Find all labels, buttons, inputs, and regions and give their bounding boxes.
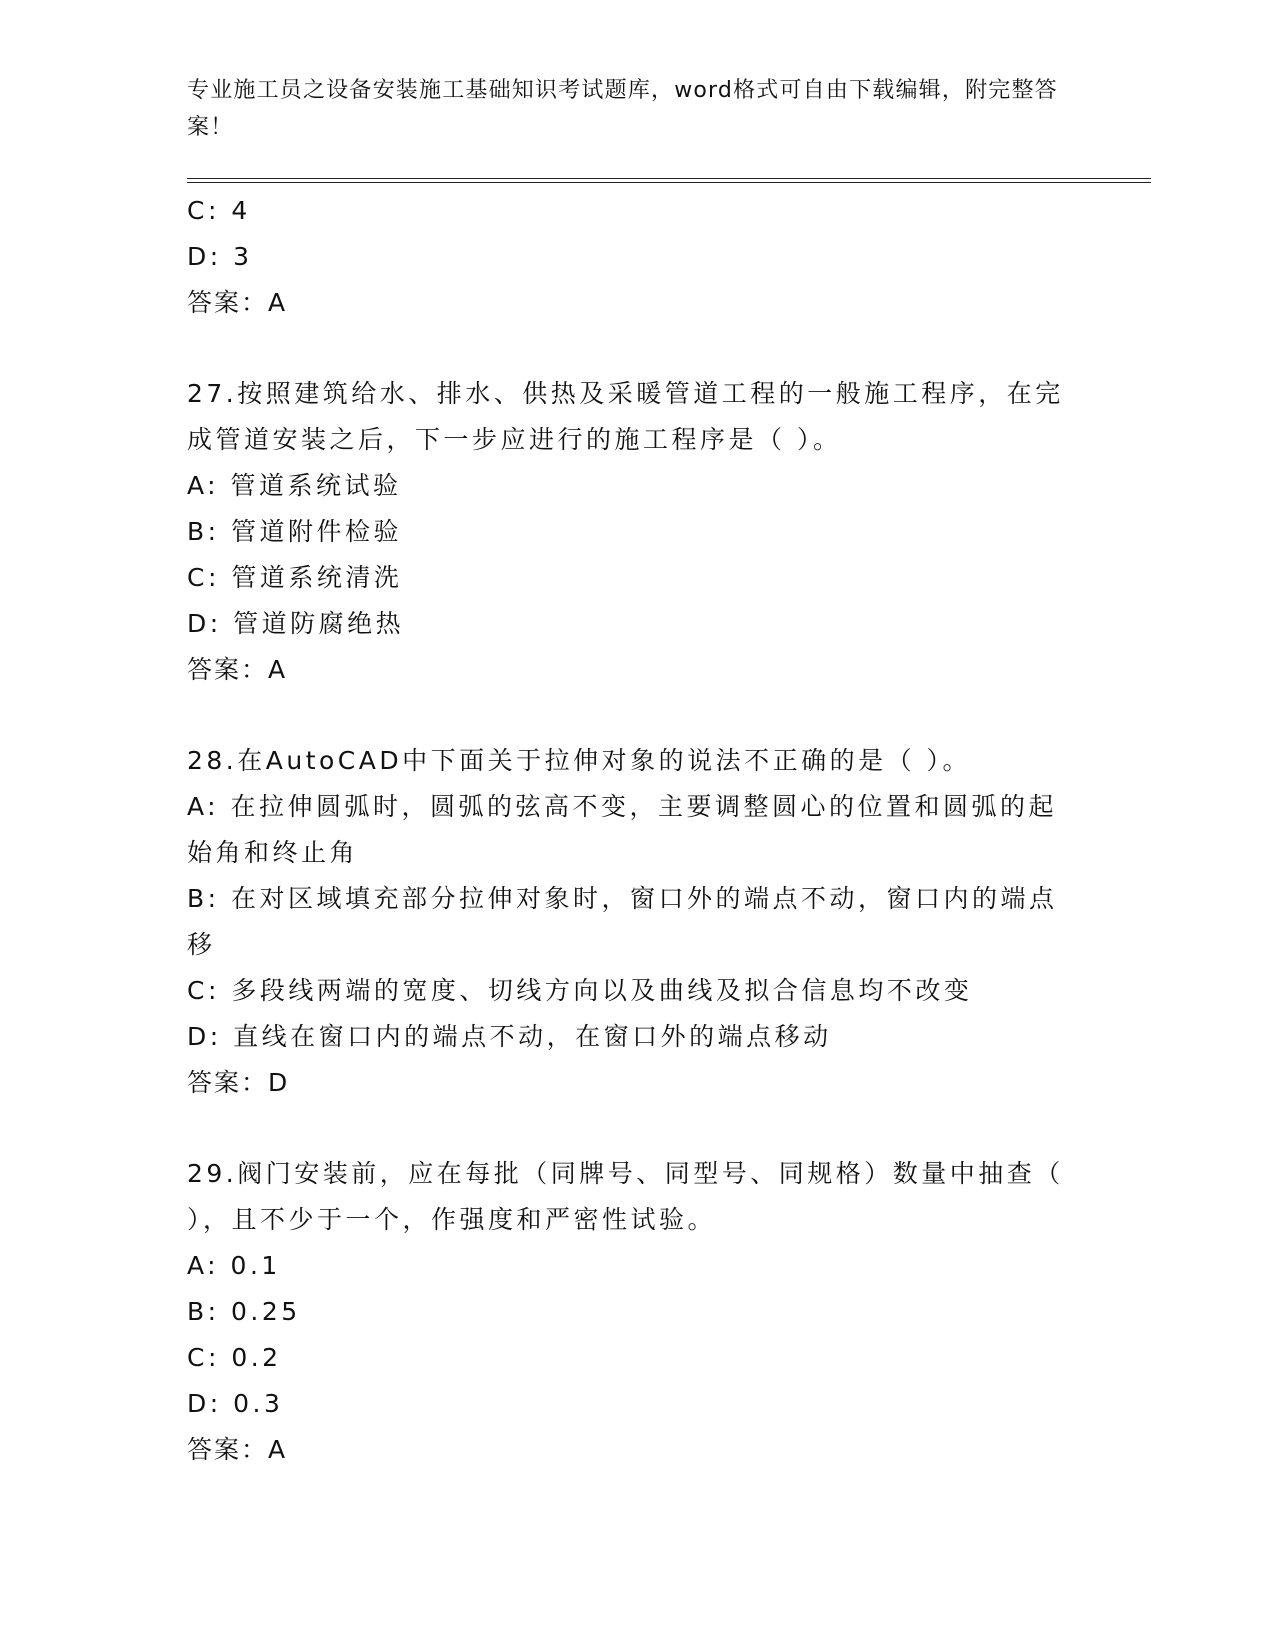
option-d: D: 管道防腐绝热	[187, 609, 405, 638]
question-stem: 27.按照建筑给水、排水、供热及采暖管道工程的一般施工程序，在完	[187, 379, 1064, 408]
option-c: C: 4	[187, 196, 251, 225]
question-28	[187, 738, 1087, 1106]
option-c: C: 多段线两端的宽度、切线方向以及曲线及拟合信息均不改变	[187, 976, 973, 1005]
question-stem: 28.在AutoCAD中下面关于拉伸对象的说法不正确的是（ ）。	[187, 746, 972, 775]
spacer	[187, 693, 1087, 738]
option-b: B: 在对区域填充部分拉伸对象时，窗口外的端点不动，窗口内的端点	[187, 884, 1058, 913]
answer-line: 答案：A	[187, 1435, 288, 1464]
question-stem: 29.阀门安装前，应在每批（同牌号、同型号、同规格）数量中抽查（	[187, 1159, 1064, 1188]
option-d: D: 3	[187, 242, 253, 271]
answer-line: 答案：A	[187, 288, 288, 317]
question-29	[187, 1151, 1087, 1473]
spacer	[187, 1106, 1087, 1151]
question-27	[187, 371, 1087, 693]
option-b: B: 管道附件检验	[187, 517, 403, 546]
spacer	[187, 326, 1087, 371]
option-a: A: 在拉伸圆弧时，圆弧的弦高不变，主要调整圆心的位置和圆弧的起	[187, 792, 1058, 821]
answer-line: 答案：D	[187, 1068, 290, 1097]
option-c: C: 管道系统清洗	[187, 563, 403, 592]
header-divider-bottom	[187, 182, 1151, 183]
option-b: B: 0.25	[187, 1297, 301, 1326]
question-content	[187, 188, 1087, 1473]
option-b-continued: 移	[187, 930, 216, 959]
option-a: A: 管道系统试验	[187, 471, 402, 500]
answer-line: 答案：A	[187, 655, 288, 684]
option-a: A: 0.1	[187, 1251, 281, 1280]
document-header: 专业施工员之设备安装施工基础知识考试题库，word格式可自由下载编辑，附完整答案！	[187, 78, 1058, 140]
question-stem: 成管道安装之后，下一步应进行的施工程序是（ ）。	[187, 425, 842, 454]
question-stem: ），且不少于一个，作强度和严密性试验。	[187, 1205, 717, 1234]
option-c: C: 0.2	[187, 1343, 282, 1372]
option-d: D: 直线在窗口内的端点不动，在窗口外的端点移动	[187, 1022, 832, 1051]
option-d: D: 0.3	[187, 1389, 284, 1418]
previous-question-fragment	[187, 188, 1087, 326]
option-a-continued: 始角和终止角	[187, 838, 359, 867]
header-divider-top	[187, 178, 1151, 179]
